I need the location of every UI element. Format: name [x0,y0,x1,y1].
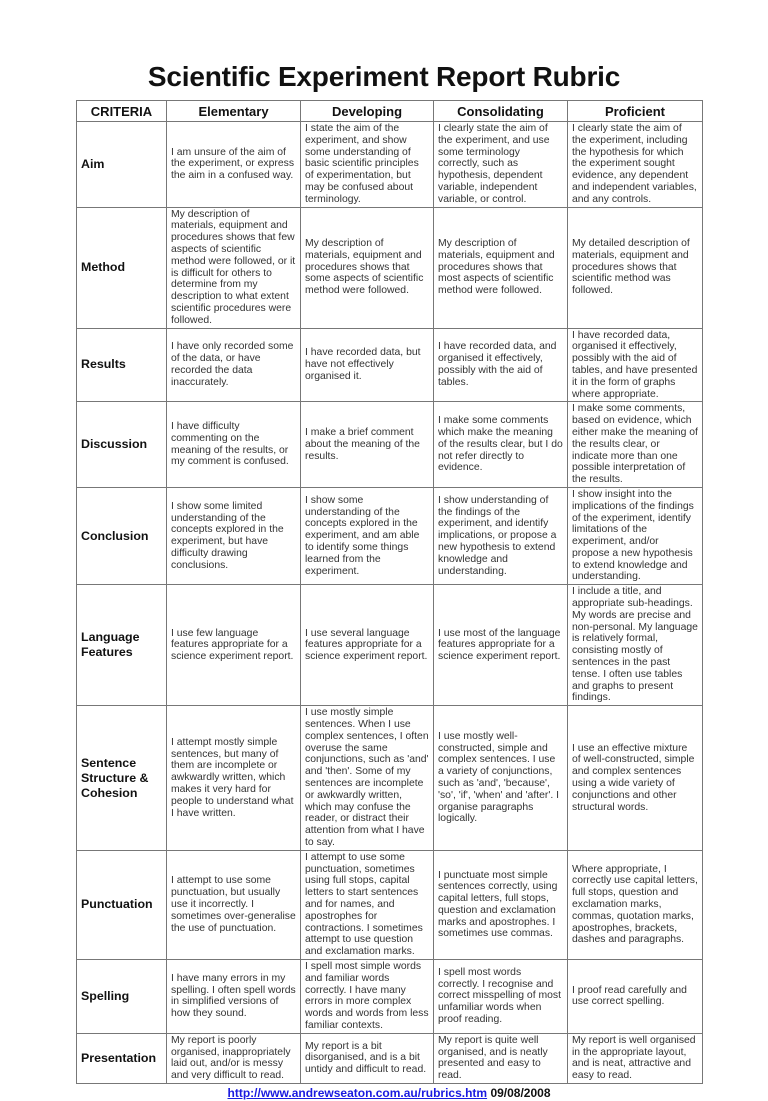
criterion-cell [77,487,167,584]
criterion-label: Discussion [81,437,148,452]
table-row [77,706,703,851]
developing-descriptor: I attempt to use some punctuation, sometimes using full stops, capital letters to start sentences and for names, and apostrophes for contractions. I sometimes attempt to use question and exclamation marks. [305,851,423,958]
criterion-label: Method [81,260,126,275]
table-row [77,122,703,208]
footer [76,1086,702,1101]
elementary-descriptor: I have difficulty commenting on the meaning of the results, or my comment is confused. [171,421,289,468]
proficient-cell [568,1033,703,1083]
criterion-label: Presentation [81,1050,157,1065]
proficient-descriptor: I show insight into the implications of the findings of the experiment, identify limitations of the experiment, and/or propose a new hypothesis to extend knowledge and understanding. [572,488,694,583]
developing-cell [301,122,434,208]
proficient-cell [568,328,703,402]
elementary-descriptor: I show some limited understanding of the concepts explored in the experiment, but have difficulty drawing conclusions. [171,500,284,571]
consolidating-cell [434,328,568,402]
proficient-cell [568,706,703,851]
elementary-descriptor: I am unsure of the aim of the experiment, or express the aim in a confused way. [171,146,295,182]
consolidating-descriptor: I spell most words correctly. I recognise and correct misspelling of most unfamiliar words when proof reading. [438,966,561,1026]
criterion-label: Punctuation [81,897,153,912]
criterion-cell [77,959,167,1033]
criterion-cell [77,585,167,706]
proficient-cell [568,959,703,1033]
proficient-cell [568,850,703,959]
proficient-cell [568,402,703,488]
criterion-label: Conclusion [81,528,149,543]
developing-descriptor: I use mostly simple sentences. When I use complex sentences, I often overuse the same conjunctions, such as 'and' and 'then'. Some of my sentences are incomplete or awkwardly written, which may confuse the reader, or distract their attention from what I have to say. [305,707,429,849]
proficient-descriptor: I clearly state the aim of the experiment, including the hypothesis for which the experiment sought evidence, any dependent and independent variables, and any controls. [572,123,697,205]
header-row [77,101,703,122]
developing-cell [301,959,434,1033]
header-developing: Developing [301,101,434,122]
developing-descriptor: My report is a bit disorganised, and is a bit untidy and difficult to read. [305,1040,427,1076]
developing-cell [301,585,434,706]
developing-cell [301,328,434,402]
criterion-label: Language Features [81,630,140,660]
proficient-descriptor: I proof read carefully and use correct spelling. [572,984,687,1008]
consolidating-cell [434,585,568,706]
developing-cell [301,402,434,488]
developing-cell [301,1033,434,1083]
consolidating-cell [434,706,568,851]
elementary-descriptor: I use few language features appropriate for a science experiment report. [171,627,294,663]
proficient-descriptor: My detailed description of materials, equipment and procedures shows that scientific method was followed. [572,238,690,297]
developing-descriptor: I have recorded data, but have not effectively organised it. [305,347,421,382]
developing-descriptor: I make a brief comment about the meaning of the results. [305,426,420,462]
consolidating-cell [434,402,568,488]
elementary-cell [167,328,301,402]
consolidating-descriptor: My description of materials, equipment and procedures shows that most aspects of scientific method were followed. [438,238,555,297]
consolidating-descriptor: I have recorded data, and organised it effectively, possibly with the aid of tables. [438,341,557,388]
elementary-cell [167,402,301,488]
criterion-label: Sentence Structure & Cohesion [81,755,149,800]
consolidating-descriptor: I use mostly well-constructed, simple and complex sentences. I use a variety of conjunctions, such as 'and', 'because', 'so', 'if', 'when' and 'after'. I organise paragraphs logically. [438,730,559,825]
source-link[interactable]: http://www.andrewseaton.com.au/rubrics.htm [227,1085,488,1100]
header-proficient: Proficient [568,101,703,122]
developing-cell [301,487,434,584]
consolidating-cell [434,1033,568,1083]
elementary-descriptor: I have many errors in my spelling. I often spell words in simplified versions of how they sound. [171,972,296,1020]
elementary-descriptor: I attempt to use some punctuation, but usually use it incorrectly. I sometimes over-generalise the use of punctuation. [171,875,296,934]
table-row [77,850,703,959]
developing-cell [301,207,434,328]
criterion-cell [77,207,167,328]
elementary-descriptor: I attempt mostly simple sentences, but many of them are incomplete or awkwardly written, which makes it very hard for people to understand what I have written. [171,736,294,819]
elementary-cell [167,706,301,851]
elementary-cell [167,122,301,208]
header-elementary: Elementary [167,101,301,122]
criterion-label: Spelling [81,988,130,1003]
proficient-descriptor: Where appropriate, I correctly use capital letters, full stops, question and exclamation marks, commas, quotation marks, apostrophes, brackets, dashes and paragraphs. [572,863,698,946]
developing-descriptor: My description of materials, equipment and procedures shows that some aspects of scientific method were followed. [305,238,424,297]
table-row [77,959,703,1033]
table-row [77,585,703,706]
criterion-label: Results [81,357,126,372]
proficient-descriptor: I make some comments, based on evidence, which either make the meaning of the results clear, or indicate more than one possible interpretation of the results. [572,403,698,486]
proficient-cell [568,122,703,208]
proficient-descriptor: I use an effective mixture of well-constructed, simple and complex sentences using a wide variety of conjunctions and other structural words. [572,742,695,813]
proficient-descriptor: My report is well organised in the appropriate layout, and is neat, attractive and easy to read. [572,1034,696,1082]
proficient-descriptor: I have recorded data, organised it effectively, possibly with the aid of tables, and have presented it in the form of graphs where appropriate. [572,329,698,400]
criterion-cell [77,328,167,402]
elementary-cell [167,487,301,584]
criterion-cell [77,706,167,851]
criterion-cell [77,402,167,488]
consolidating-descriptor: My report is quite well organised, and is neatly presented and easy to read. [438,1034,548,1082]
table-row [77,1033,703,1083]
consolidating-cell [434,959,568,1033]
table-row [77,328,703,402]
developing-descriptor: I state the aim of the experiment, and show some understanding of basic scientific principles of experimentation, but may be confused about terminology. [305,123,419,205]
elementary-descriptor: My description of materials, equipment and procedures shows that few aspects of scientific method were followed, or it is difficult for others to determine from my description to what extent scientific procedures were followed. [171,208,296,326]
elementary-descriptor: I have only recorded some of the data, or have recorded the data inaccurately. [171,341,294,388]
developing-descriptor: I show some understanding of the concepts explored in the experiment, and am able to identify some things learned from the experiment. [305,494,420,577]
criterion-cell [77,850,167,959]
elementary-descriptor: My report is poorly organised, inappropriately laid out, and/or is messy and very difficult to read. [171,1034,291,1082]
rubric-table [76,100,703,1084]
proficient-cell [568,487,703,584]
table-row [77,402,703,488]
consolidating-cell [434,122,568,208]
criterion-label: Aim [81,156,105,171]
developing-descriptor: I use several language features appropriate for a science experiment report. [305,627,428,663]
criterion-cell [77,122,167,208]
developing-descriptor: I spell most simple words and familiar words correctly. I have many errors in more complex words and words from less familiar contexts. [305,960,429,1031]
consolidating-descriptor: I clearly state the aim of the experiment, and use some terminology correctly, such as hypothesis, dependent variable, independent variable, or control. [438,123,550,205]
proficient-descriptor: I include a title, and appropriate sub-headings. My words are precise and non-personal. My language is relatively formal, consisting mostly of sentences in the past tense. I often use tables and graphs to present findings. [572,586,698,704]
criterion-cell [77,1033,167,1083]
consolidating-descriptor: I make some comments which make the meaning of the results clear, but I do not refer directly to evidence. [438,415,563,474]
rubric-container [76,100,702,1101]
header-consolidating: Consolidating [434,101,568,122]
elementary-cell [167,207,301,328]
table-row [77,487,703,584]
header-criteria: CRITERIA [77,101,167,122]
page-title: Scientific Experiment Report Rubric [147,61,621,92]
consolidating-descriptor: I punctuate most simple sentences correctly, using capital letters, full stops, question and exclamation marks and apostrophes. I sometimes use commas. [438,869,558,940]
consolidating-cell [434,487,568,584]
elementary-cell [167,585,301,706]
elementary-cell [167,959,301,1033]
elementary-cell [167,850,301,959]
elementary-cell [167,1033,301,1083]
footer-date: 09/08/2008 [490,1085,551,1100]
proficient-cell [568,585,703,706]
consolidating-descriptor: I show understanding of the findings of the experiment, and identify implications, or propose a new hypothesis to extend knowledge and understanding. [438,494,557,577]
table-row [77,207,703,328]
developing-cell [301,850,434,959]
consolidating-cell [434,850,568,959]
proficient-cell [568,207,703,328]
consolidating-cell [434,207,568,328]
developing-cell [301,706,434,851]
consolidating-descriptor: I use most of the language features appropriate for a science experiment report. [438,627,561,663]
